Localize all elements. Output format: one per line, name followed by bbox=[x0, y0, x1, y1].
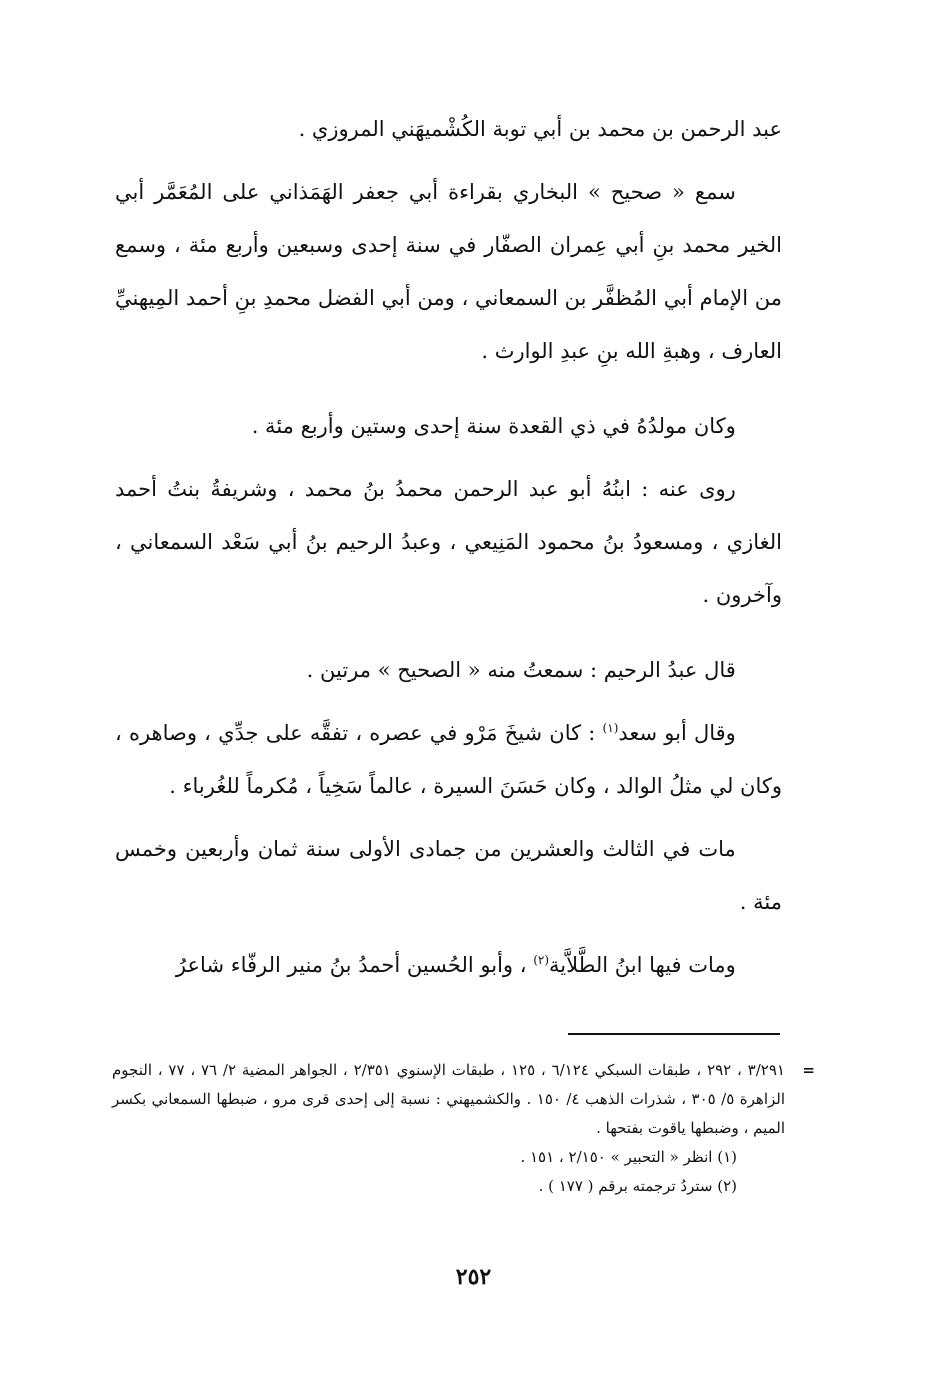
paragraph-also-died bbox=[115, 939, 782, 992]
paragraph-abu-saad bbox=[115, 707, 782, 813]
also-died-text-end: ، وأبو الحُسين أحمدُ بنُ منير الرفّاء شاعرُ bbox=[175, 953, 534, 977]
abu-saad-text-end: : كان شيخَ مَرْو في عصره ، تفقَّه على جدِّي ، وصاهره ، وكان لي مثلُ الوالد ، وكان حَسَنَ السيرة ، عالماً سَخِياً ، مُكرماً للغُرباء . bbox=[115, 721, 782, 798]
continuation-mark: = bbox=[802, 1061, 815, 1079]
page-number: ٢٥٢ bbox=[455, 1264, 492, 1290]
footnotes bbox=[112, 1056, 815, 1201]
footnote-1: (١) انظر « التحبير » ٢/١٥٠ ، ١٥١ . bbox=[520, 1148, 737, 1166]
paragraph-samaa: سمع « صحيح » البخاري بقراءة أبي جعفر الهَمَذاني على المُعَمَّر أبي الخير محمد بنِ أبي عِمران الصفّار في سنة إحدى وسبعين وأربع مئة ، وسمع من الإمام أبي المُظفَّر بن السمعاني ، ومن أبي الفضل محمدِ بنِ أحمد المِيهنيِّ العارف ، وهبةِ الله بنِ عبدِ الوارث . bbox=[115, 180, 782, 363]
paragraph-abd-al-rahim: قال عبدُ الرحيم : سمعتُ منه « الصحيح » مرتين . bbox=[306, 658, 736, 682]
paragraph-death: مات في الثالث والعشرين من جمادى الأولى سنة ثمان وأربعين وخمس مئة . bbox=[115, 837, 782, 914]
footnote-ref-2: (٢) bbox=[533, 953, 550, 967]
footnote-separator bbox=[568, 1033, 780, 1035]
paragraph-narrators: روى عنه : ابنُهُ أبو عبد الرحمن محمدُ بنُ محمد ، وشريفةُ بنتُ أحمد الغازي ، ومسعودُ بنُ محمود المَنِيعي ، وعبدُ الرحيم بنُ أبي سَعْد السمعاني ، وآخرون . bbox=[115, 477, 782, 607]
footnote-ref-1: (١) bbox=[602, 721, 619, 735]
footnote-continuation bbox=[112, 1056, 815, 1143]
footnote-continuation-text: ٣/٢٩١ ، ٢٩٢ ، طبقات السبكي ٦/١٢٤ ، ١٢٥ ، طبقات الإسنوي ٢/٣٥١ ، الجواهر المضية ٢/ ٧٦ ، ٧٧ ، النجوم الزاهرة ٥/ ٣٠٥ ، شذرات الذهب ٤/ ١٥٠ . والكشميهني : نسبة إلى إحدى قرى مرو ، ضبطها السمعاني بكسر الميم ، وضبطها ياقوت بفتحها . bbox=[112, 1061, 786, 1137]
main-text bbox=[115, 103, 782, 992]
abu-saad-text-start: وقال أبو سعد bbox=[618, 721, 736, 745]
footnote-2: (٢) ستردُ ترجمته برقم ( ١٧٧ ) . bbox=[538, 1177, 737, 1195]
paragraph-birth: وكان مولدُهُ في ذي القعدة سنة إحدى وستين وأربع مئة . bbox=[251, 414, 736, 438]
paragraph-name-line: عبد الرحمن بن محمد بن أبي توبة الكُشْميهَني المروزي . bbox=[298, 117, 782, 141]
also-died-text-start: ومات فيها ابنُ الطَّلاَّية bbox=[549, 953, 736, 977]
